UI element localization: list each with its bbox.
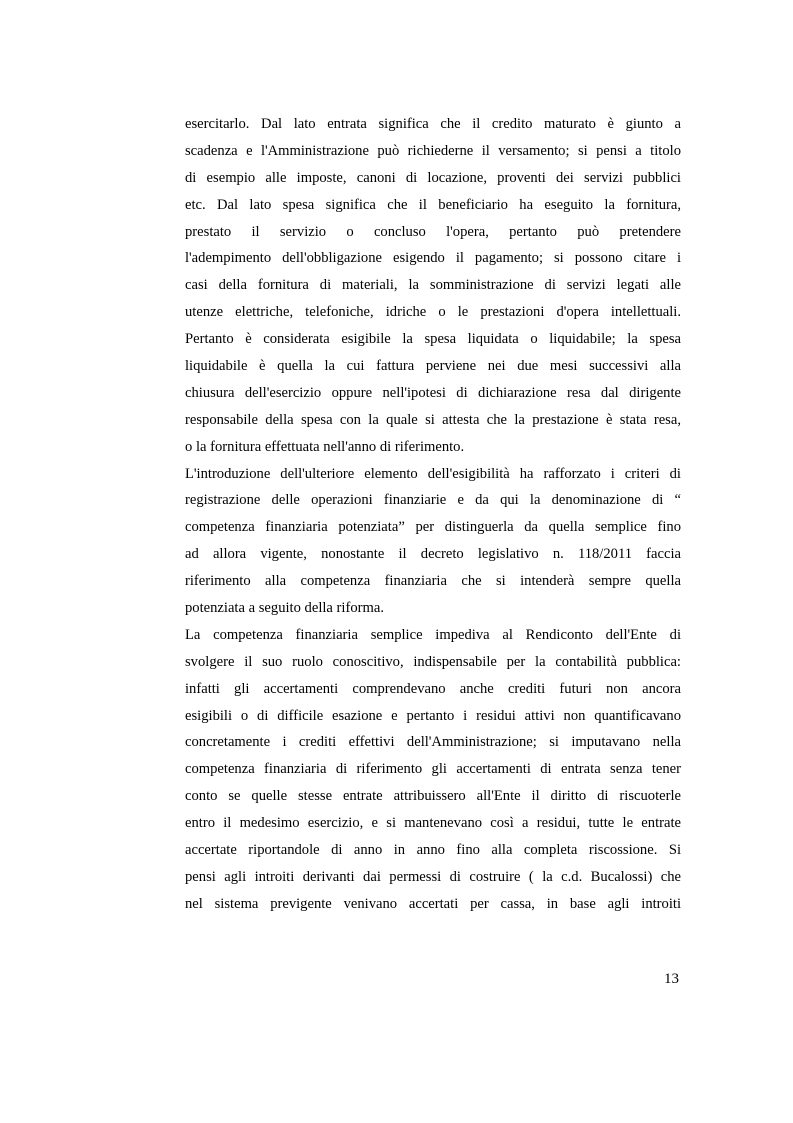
text-line: l'adempimento dell'obbligazione esigendo il pagamento; si possono citare i xyxy=(185,250,681,267)
text-line: Pertanto è considerata esigibile la spesa liquidata o liquidabile; la spesa xyxy=(185,331,681,348)
text-line: liquidabile è quella la cui fattura perviene nei due mesi successivi alla xyxy=(185,358,681,375)
text-line: registrazione delle operazioni finanziarie e da qui la denominazione di “ xyxy=(185,492,681,509)
text-line: o la fornitura effettuata nell'anno di riferimento. xyxy=(185,438,465,455)
paragraph-3 xyxy=(185,622,681,918)
text-line: infatti gli accertamenti comprendevano anche crediti futuri non ancora xyxy=(185,680,681,697)
text-line: ad allora vigente, nonostante il decreto legislativo n. 118/2011 faccia xyxy=(185,546,681,563)
text-line: esigibili o di difficile esazione e pertanto i residui attivi non quantificavano xyxy=(185,707,681,724)
paragraph-1 xyxy=(185,111,681,461)
text-line: casi della fornitura di materiali, la somministrazione di servizi legati alle xyxy=(185,277,681,294)
text-line: esercitarlo. Dal lato entrata significa che il credito maturato è giunto a xyxy=(185,116,681,132)
text-line: entro il medesimo esercizio, e si mantenevano così a residui, tutte le entrate xyxy=(185,815,681,832)
page-number: 13 xyxy=(664,971,679,987)
text-line: utenze elettriche, telefoniche, idriche o le prestazioni d'opera intellettuali. xyxy=(185,304,681,321)
text-line: riferimento alla competenza finanziaria che si intenderà sempre quella xyxy=(185,573,681,590)
text-line: concretamente i crediti effettivi dell'Amministrazione; si imputavano nella xyxy=(185,734,681,751)
text-line: conto se quelle stesse entrate attribuissero all'Ente il diritto di riscuoterle xyxy=(185,788,681,805)
text-line: competenza finanziaria potenziata” per distinguerla da quella semplice fino xyxy=(185,519,681,536)
text-line: La competenza finanziaria semplice impediva al Rendiconto dell'Ente di xyxy=(185,626,681,643)
text-line: pensi agli introiti derivanti dai permessi di costruire ( la c.d. Bucalossi) che xyxy=(185,868,681,885)
text-line: chiusura dell'esercizio oppure nell'ipotesi di dichiarazione resa dal dirigente xyxy=(185,384,681,401)
text-line: L'introduzione dell'ulteriore elemento dell'esigibilità ha rafforzato i criteri di xyxy=(185,465,681,482)
paragraph-2 xyxy=(185,461,681,622)
text-line: svolgere il suo ruolo conoscitivo, indispensabile per la contabilità pubblica: xyxy=(185,653,681,670)
text-line: etc. Dal lato spesa significa che il beneficiario ha eseguito la fornitura, xyxy=(185,196,681,213)
text-line: potenziata a seguito della riforma. xyxy=(185,600,384,617)
text-line: prestato il servizio o concluso l'opera, pertanto può pretendere xyxy=(185,223,681,240)
text-line: scadenza e l'Amministrazione può richiederne il versamento; si pensi a titolo xyxy=(185,142,681,159)
text-line: competenza finanziaria di riferimento gli accertamenti di entrata senza tener xyxy=(185,761,681,778)
text-line: responsabile della spesa con la quale si attesta che la prestazione è stata resa, xyxy=(185,411,681,428)
document-body xyxy=(185,111,681,918)
text-line: nel sistema previgente venivano accertati per cassa, in base agli introiti xyxy=(185,895,681,912)
text-line: accertate riportandole di anno in anno fino alla completa riscossione. Si xyxy=(185,842,681,859)
text-line: di esempio alle imposte, canoni di locazione, proventi dei servizi pubblici xyxy=(185,169,681,186)
